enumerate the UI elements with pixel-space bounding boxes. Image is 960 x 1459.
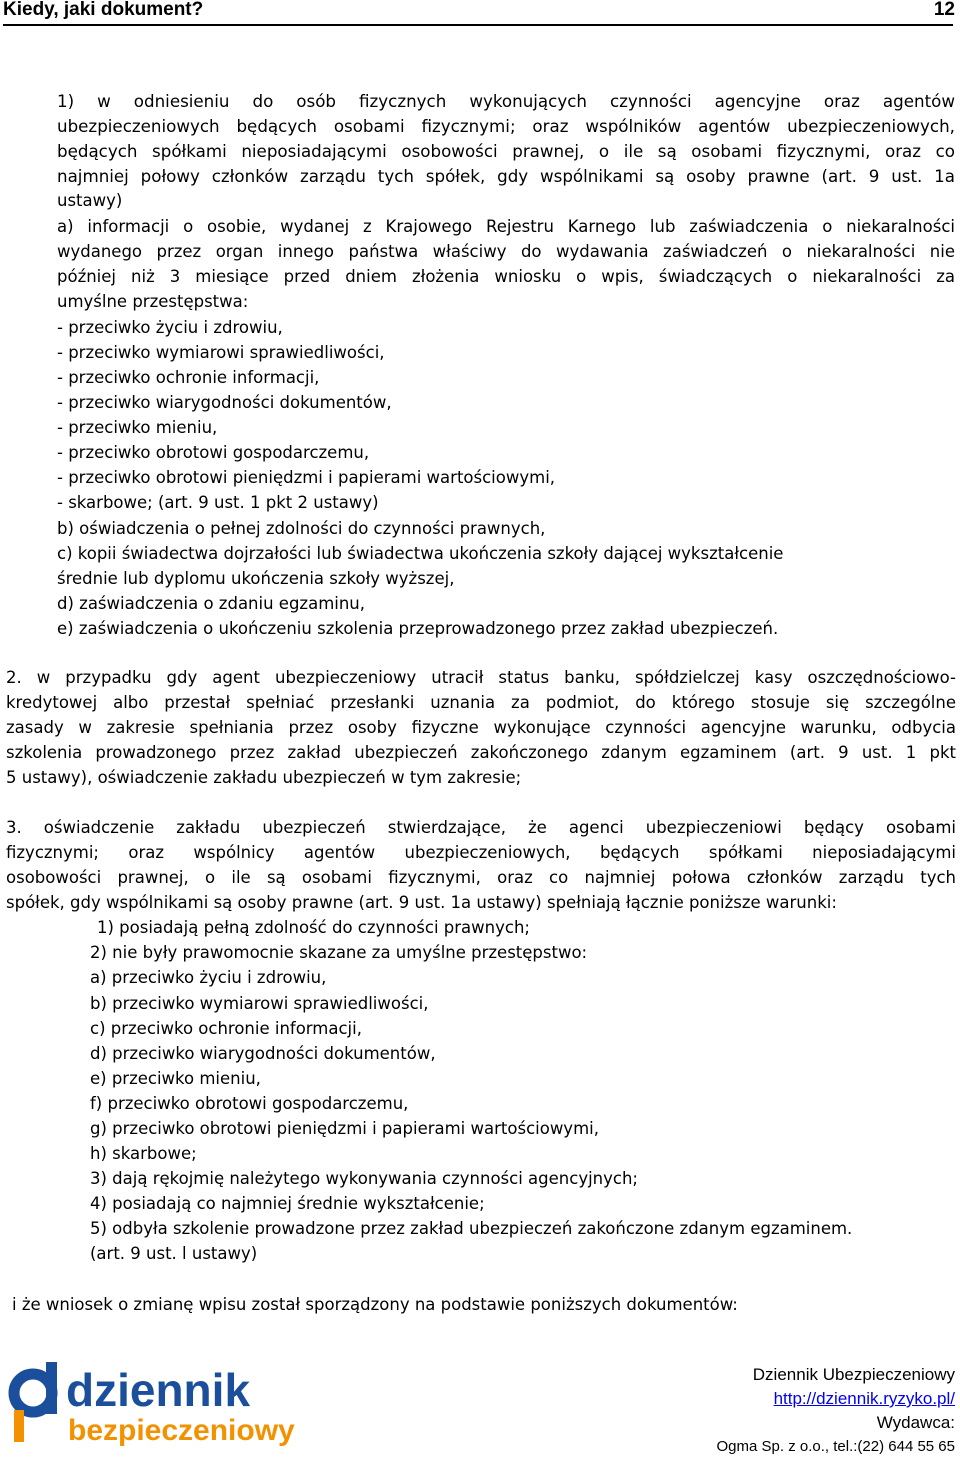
item-a-line: później niż 3 miesiące przed dniem złożenia wniosku o wpis, świadczących o niekaralności za <box>57 267 955 286</box>
section2-line: kredytowej albo przestał spełniać przesłanki uznania za podmiot, do którego stosuje się szczególne <box>6 693 956 712</box>
publisher-details: Ogma Sp. z o.o., tel.:(22) 644 55 65 <box>716 1438 955 1455</box>
condition-item: f) przeciwko obrotowi gospodarczemu, <box>90 1094 409 1113</box>
condition-item: 1) posiadają pełną zdolność do czynności prawnych; <box>97 918 530 937</box>
section1-intro-line: będących spółkami nieposiadającymi osobowości prawnej, o ile są osobami fizycznymi, oraz co <box>57 141 955 161</box>
condition-item: g) przeciwko obrotowi pieniędzmi i papierami wartościowymi, <box>90 1119 599 1138</box>
logo-word-dziennik: dziennik <box>66 1364 251 1416</box>
crime-list-item: - przeciwko życiu i zdrowiu, <box>57 318 283 337</box>
item-b: b) oświadczenia o pełnej zdolności do czynności prawnych, <box>57 519 546 538</box>
section1-intro-line: ubezpieczeniowych będących osobami fizycznymi; oraz wspólników agentów ubezpieczeniowych, <box>57 116 955 136</box>
dziennik-logo <box>8 1360 338 1446</box>
publisher-label: Wydawca: <box>876 1413 955 1432</box>
section2-line: szkolenia prowadzonego przez zakład ubezpieczeń zakończonego zdanym egzaminem (art. 9 ust. 1 pkt <box>6 743 956 762</box>
condition-item: c) przeciwko ochronie informacji, <box>90 1019 362 1038</box>
condition-item: d) przeciwko wiarygodności dokumentów, <box>90 1044 436 1063</box>
page-number: 12 <box>933 0 955 20</box>
publication-name: Dziennik Ubezpieczeniowy <box>752 1365 955 1384</box>
header-title: Kiedy, jaki dokument? <box>3 0 204 20</box>
section1-intro-line: ustawy) <box>57 191 123 210</box>
crime-list-item: - przeciwko mieniu, <box>57 418 218 437</box>
section3-line: spółek, gdy wspólnikami są osoby prawne (art. 9 ust. 1a ustawy) spełniają łącznie poniższe warunki: <box>6 893 837 912</box>
condition-item: 3) dają rękojmię należytego wykonywania czynności agencyjnych; <box>90 1169 638 1188</box>
page-footer <box>0 1358 960 1455</box>
logo-word-bezpieczeniowy: bezpieczeniowy <box>68 1414 295 1446</box>
section1-intro-line: 1) w odniesieniu do osób fizycznych wykonujących czynności agencyjne oraz agentów <box>57 91 955 111</box>
crime-list-item: - przeciwko wymiarowi sprawiedliwości, <box>57 343 385 362</box>
section2-line: 2. w przypadku gdy agent ubezpieczeniowy utracił status banku, spółdzielczej kasy oszczędnościowo- <box>6 668 956 687</box>
item-d: d) zaświadczenia o zdaniu egzaminu, <box>57 594 366 613</box>
crime-list-item: - skarbowe; (art. 9 ust. 1 pkt 2 ustawy) <box>57 493 379 512</box>
crime-list-item: - przeciwko wiarygodności dokumentów, <box>57 393 392 412</box>
section3-line: fizycznymi; oraz wspólnicy agentów ubezpieczeniowych, będących spółkami nieposiadającymi <box>6 843 956 862</box>
logo-emblem-stem <box>46 1362 57 1414</box>
condition-item: e) przeciwko mieniu, <box>90 1069 261 1088</box>
condition-item: (art. 9 ust. l ustawy) <box>90 1244 258 1263</box>
condition-item: a) przeciwko życiu i zdrowiu, <box>90 968 327 987</box>
condition-item: 2) nie były prawomocnie skazane za umyślne przestępstwo: <box>90 943 588 962</box>
publication-url-link[interactable]: http://dziennik.ryzyko.pl/ <box>773 1389 955 1408</box>
condition-item: 5) odbyła szkolenie prowadzone przez zakład ubezpieczeń zakończone zdanym egzaminem. <box>90 1219 853 1238</box>
item-a-line: wydanego przez organ innego państwa właściwy do wydawania zaświadczeń o niekaralności nie <box>57 242 955 261</box>
publisher-info <box>717 1363 955 1459</box>
section1-intro-line: najmniej połowy członków zarządu tych spółek, gdy wspólnikami są osoby prawne (art. 9 ust. 1a <box>57 166 955 186</box>
closing-text: i że wniosek o zmianę wpisu został sporządzony na podstawie poniższych dokumentów: <box>12 1295 738 1314</box>
item-a-line: a) informacji o osobie, wydanej z Krajowego Rejestru Karnego lub zaświadczenia o niekaralności <box>57 217 955 236</box>
item-c-line: c) kopii świadectwa dojrzałości lub świadectwa ukończenia szkoły dającej wykształcenie <box>57 544 784 563</box>
condition-item: b) przeciwko wymiarowi sprawiedliwości, <box>90 994 429 1013</box>
section2-line: 5 ustawy), oświadczenie zakładu ubezpieczeń w tym zakresie; <box>6 768 522 787</box>
item-c-line: średnie lub dyplomu ukończenia szkoły wyższej, <box>57 569 455 588</box>
condition-item: 4) posiadają co najmniej średnie wykształcenie; <box>90 1194 485 1213</box>
crime-list-item: - przeciwko ochronie informacji, <box>57 368 320 387</box>
crime-list-item: - przeciwko obrotowi gospodarczemu, <box>57 443 370 462</box>
section2-line: zasady w zakresie spełniania przez osoby fizyczne wykonujące czynności agencyjne warunku, odbycia <box>6 718 956 737</box>
section3-line: osobowości prawnej, o ile są osobami fizycznymi, oraz co najmniej połowa członków zarządu tych <box>6 868 956 887</box>
item-e: e) zaświadczenia o ukończeniu szkolenia przeprowadzonego przez zakład ubezpieczeń. <box>57 619 779 638</box>
condition-item: h) skarbowe; <box>90 1144 197 1163</box>
logo-emblem-accent <box>14 1410 24 1442</box>
page-header <box>3 0 953 26</box>
section3-line: 3. oświadczenie zakładu ubezpieczeń stwierdzające, że agenci ubezpieczeniowi będący osobami <box>6 818 956 837</box>
item-a-line: umyślne przestępstwa: <box>57 292 249 311</box>
crime-list-item: - przeciwko obrotowi pieniędzmi i papierami wartościowymi, <box>57 468 556 487</box>
